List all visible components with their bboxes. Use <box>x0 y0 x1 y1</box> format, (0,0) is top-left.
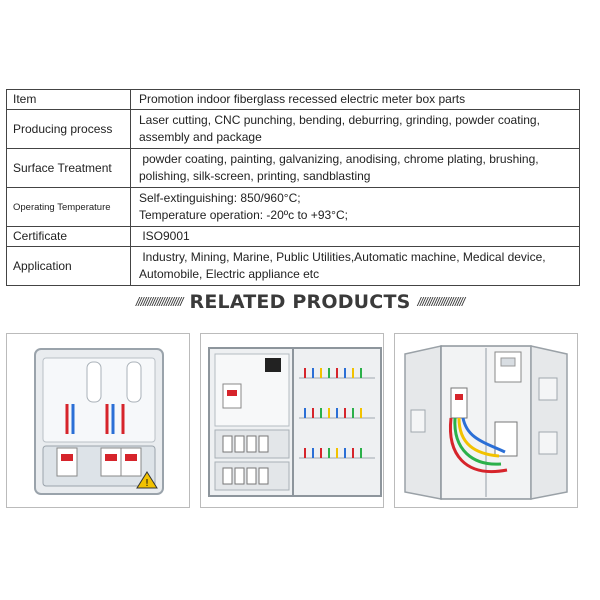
spec-label: Producing process <box>7 110 131 149</box>
left-decoration: //////////////////// <box>135 295 183 309</box>
spec-value <box>131 90 580 110</box>
open-electrical-cabinet-image <box>395 334 577 507</box>
spec-row-operating-temperature <box>7 188 580 227</box>
spec-table <box>6 89 580 286</box>
spec-value <box>131 149 580 188</box>
transparent-meter-box-image <box>7 334 189 507</box>
spec-value-line: Self-extinguishing: 850/960°C; <box>139 191 301 205</box>
spec-value-line: Laser cutting, CNC punching, bending, deburring, grinding, powder coating, <box>139 113 540 127</box>
spec-value-line: Industry, Mining, Marine, Public Utilities,Automatic machine, Medical device, <box>139 250 546 264</box>
spec-value-line: polishing, silk-screen, printing, sandblasting <box>139 169 371 183</box>
spec-value-line: Promotion indoor fiberglass recessed electric meter box parts <box>139 92 466 106</box>
spec-label: Operating Temperature <box>7 188 131 227</box>
spec-row-producing-process <box>7 110 580 149</box>
spec-value <box>131 188 580 227</box>
spec-value-line: Automobile, Electric appliance etc <box>139 267 320 281</box>
product-card[interactable] <box>6 333 190 508</box>
spec-row-application <box>7 247 580 286</box>
spec-value-line: assembly and package <box>139 130 262 144</box>
product-card[interactable] <box>200 333 384 508</box>
spec-value <box>131 110 580 149</box>
spec-label: Application <box>7 247 131 286</box>
spec-label: Item <box>7 90 131 110</box>
section-title: RELATED PRODUCTS <box>189 291 411 313</box>
spec-value <box>131 247 580 286</box>
spec-value <box>131 227 580 247</box>
spec-row-certificate <box>7 227 580 247</box>
right-decoration: //////////////////// <box>417 295 465 309</box>
spec-row-item <box>7 90 580 110</box>
product-gallery <box>6 333 590 508</box>
spec-value-line: powder coating, painting, galvanizing, anodising, chrome plating, brushing, <box>139 152 539 166</box>
spec-row-surface-treatment <box>7 149 580 188</box>
spec-label: Certificate <box>7 227 131 247</box>
related-products-heading <box>0 288 600 316</box>
multi-meter-distribution-box-image <box>201 334 383 507</box>
spec-value-line: Temperature operation: -20ºc to +93°C; <box>139 208 348 222</box>
product-card[interactable] <box>394 333 578 508</box>
spec-value-line: ISO9001 <box>139 229 190 243</box>
spec-label: Surface Treatment <box>7 149 131 188</box>
svg-text:!: ! <box>144 478 150 489</box>
